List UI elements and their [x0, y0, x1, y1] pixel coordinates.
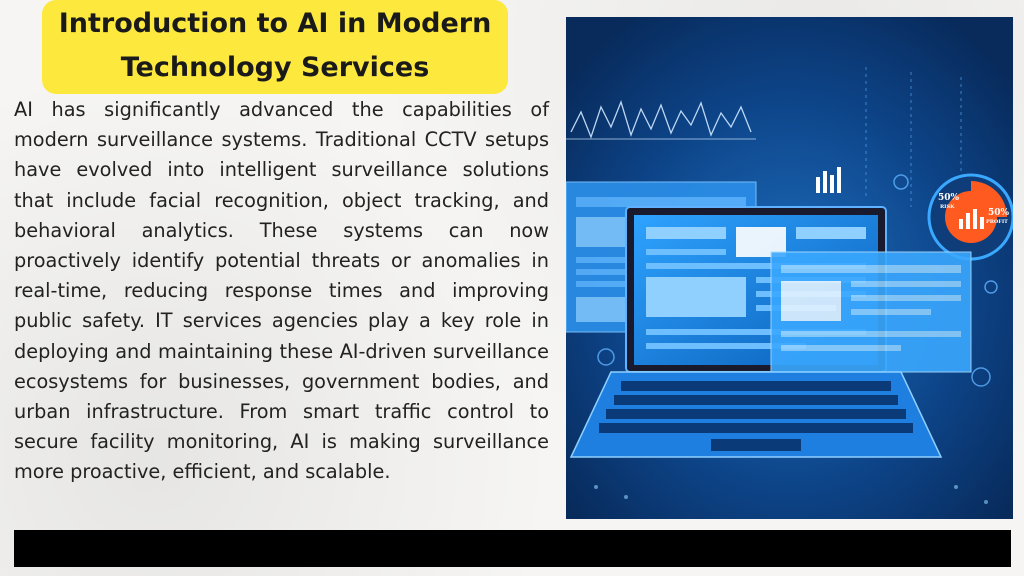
- slide-body-text: AI has significantly advanced the capabilities of modern surveillance systems. Traditional CCTV setups have evolved into intelligent surveillance solutions that include facial recognition, object tracking, and behavioral analytics. These systems can now proactively identify potential threats or anomalies in real-time, reducing response times and improving public safety. IT services agencies play a key role in deploying and maintaining these AI-driven surveillance ecosystems for businesses, government bodies, and urban infrastructure. From smart traffic control to secure facility monitoring, AI is making surveillance more proactive, efficient, and scalable.: [14, 98, 549, 484]
- slide-title: Introduction to AI in Modern Technology Services: [42, 0, 508, 94]
- footer-bar: [14, 530, 1011, 567]
- ai-laptop-illustration: [566, 17, 1013, 519]
- risk-badge-label: RISK: [940, 204, 955, 210]
- risk-badge-value: 50%: [938, 193, 960, 203]
- dashboard-panel-right: [771, 252, 971, 372]
- profit-badge-label: PROFIT: [986, 219, 1008, 225]
- profit-badge-value: 50%: [988, 208, 1010, 218]
- laptop-keyboard: [571, 372, 941, 457]
